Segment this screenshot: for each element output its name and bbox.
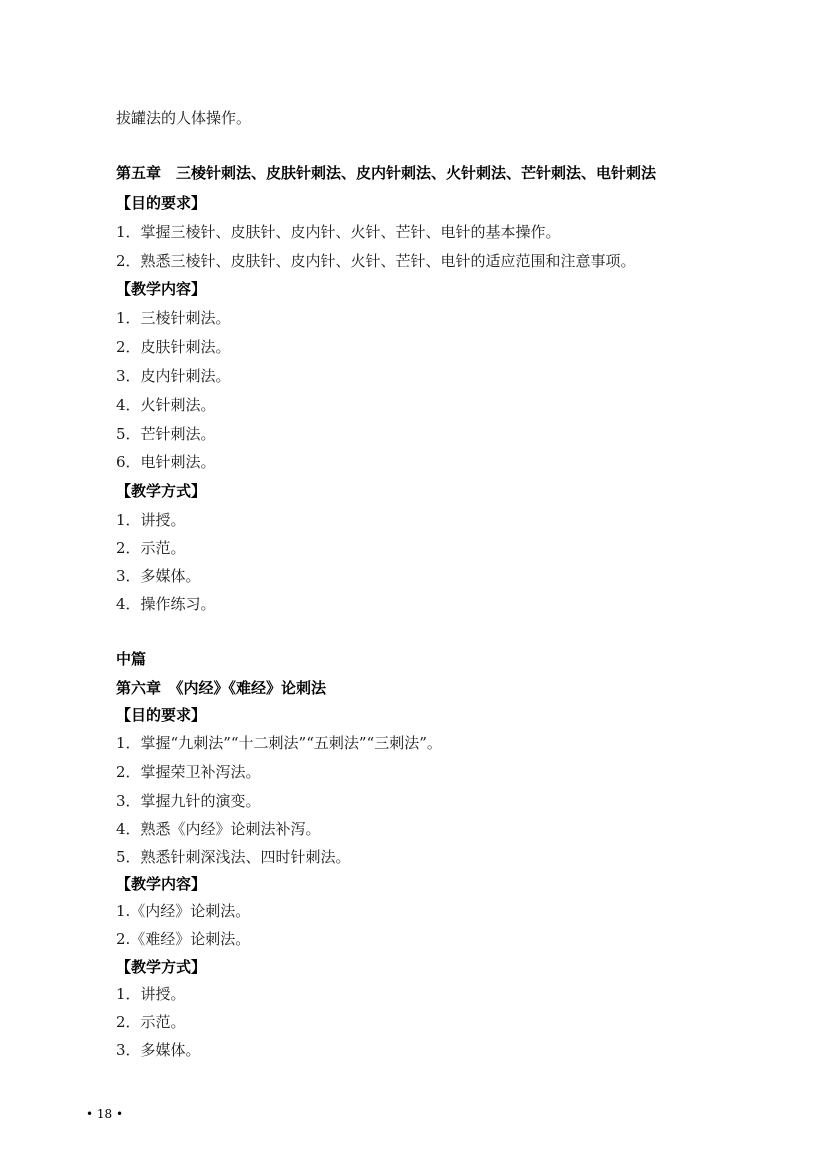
- list-item: 3．皮内针刺法。: [116, 367, 231, 385]
- section-heading: 【目的要求】: [116, 194, 207, 212]
- section-heading: 【教学方式】: [116, 958, 207, 976]
- section-heading: 【目的要求】: [116, 706, 207, 724]
- section-heading: 【教学内容】: [116, 875, 207, 893]
- text-line: 拔罐法的人体操作。: [116, 109, 252, 127]
- list-item: 1．三棱针刺法。: [116, 309, 231, 327]
- list-item: 4．熟悉《内经》论刺法补泻。: [116, 820, 321, 838]
- list-item: 5．熟悉针刺深浅法、四时针刺法。: [116, 848, 351, 866]
- list-item: 2．示范。: [116, 1013, 186, 1031]
- list-item: 1．讲授。: [116, 511, 186, 529]
- chapter-heading: 第五章 三棱针刺法、皮肤针刺法、皮内针刺法、火针刺法、芒针刺法、电针刺法: [116, 164, 657, 182]
- list-item: 2．皮肤针刺法。: [116, 338, 231, 356]
- list-item: 1．掌握“九刺法”“十二刺法”“五刺法”“三刺法”。: [116, 734, 442, 752]
- part-heading: 中篇: [116, 650, 147, 668]
- list-item: 4．操作练习。: [116, 595, 216, 613]
- list-item: 2．熟悉三棱针、皮肤针、皮内针、火针、芒针、电针的适应范围和注意事项。: [116, 252, 636, 270]
- section-heading: 【教学内容】: [116, 280, 207, 298]
- list-item: 1．掌握三棱针、皮肤针、皮内针、火针、芒针、电针的基本操作。: [116, 223, 561, 241]
- list-item: 3．掌握九针的演变。: [116, 792, 261, 810]
- list-item: 2.《难经》论刺法。: [116, 930, 251, 948]
- list-item: 1.《内经》论刺法。: [116, 902, 251, 920]
- section-heading: 【教学方式】: [116, 482, 207, 500]
- list-item: 6．电针刺法。: [116, 453, 216, 471]
- list-item: 3．多媒体。: [116, 567, 201, 585]
- list-item: 3．多媒体。: [116, 1041, 201, 1059]
- chapter-heading: 第六章 《内经》《难经》论刺法: [116, 679, 327, 697]
- list-item: 2．示范。: [116, 539, 186, 557]
- list-item: 1．讲授。: [116, 985, 186, 1003]
- list-item: 5．芒针刺法。: [116, 425, 216, 443]
- list-item: 2．掌握荣卫补泻法。: [116, 763, 261, 781]
- page-number: • 18 •: [86, 1107, 124, 1121]
- list-item: 4．火针刺法。: [116, 396, 216, 414]
